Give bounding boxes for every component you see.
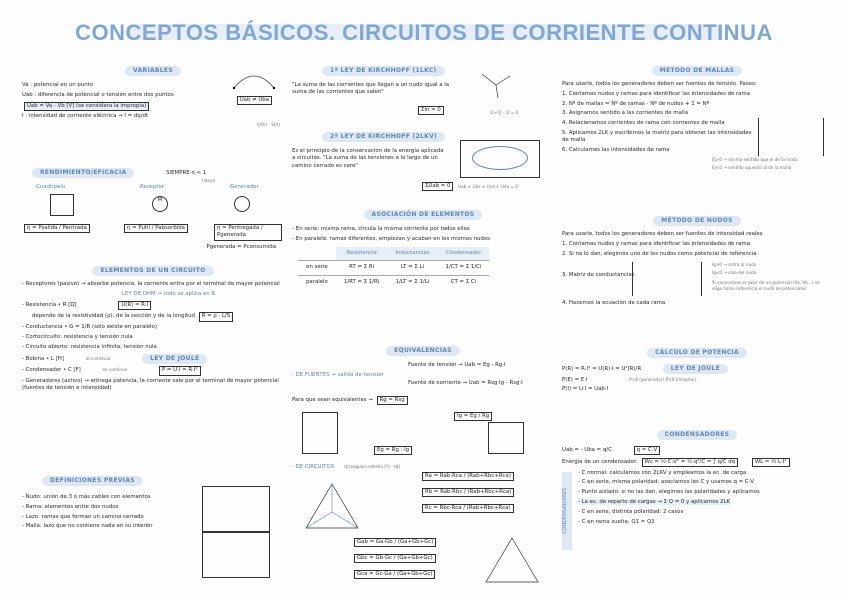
column-left [22,60,284,595]
equiv-ig: Ig = Eg / Rg [454,412,492,421]
cuadripolo-box [50,194,74,216]
label-receptor: Receptor [140,184,165,191]
mallas-step-1: 1. Contamos nudos y ramas para identificar las intensidades de rama [562,90,751,97]
elem-ohm: LEY DE OHM → todo se aplica en R [122,290,216,297]
triangle-icon [302,480,362,532]
mallas-matrix [758,118,824,156]
pot-joule: LEY DE JOULE [663,364,728,374]
mallas-step-4: 4. Relacionamos corrientes de rama con corrientes de malla [562,120,725,127]
mallas-step-3: 3. Asignamos sentido a las corrientes de malla [562,110,689,117]
node-icon [478,70,514,100]
section-mallas [562,66,832,173]
var-line-1: Va : potencial en un punto [22,82,94,89]
nudos-step-4: 4. Hacemos la ecuación de cada rama [562,300,666,307]
rend-ideal: (ideal) [202,178,216,183]
k2-fig: Uab + Ubc + Ucd + Uda = 0 [458,184,518,189]
equiv-rc: Rc = Rbc·Rca / (Rab+Rbc+Rca) [422,504,514,513]
pot-l1: P(R) = R·I² = U(R)·I = U²(R)/R [562,366,642,373]
asoc-cell: LT = Σ Li [387,261,437,275]
elem-heading: ELEMENTOS DE UN CIRCUITO [92,266,213,276]
motor-icon: M [152,196,168,212]
defs-l3: - Lazo: ramas que forman un camino cerrado [22,513,144,520]
elem-l8b: en continua [102,367,128,373]
cond-l5: - Punto aislado: si no las dan, elegimos las polaridades y aplicamos [578,489,760,496]
nudos-n3: Si conocemos el valor de un potencial (Va, Vb...) se elige como referencia el nudo de potenciales [712,280,820,292]
cond-l8: - C en rama suelta: Q1 = Q2 [578,518,655,525]
equiv-fuentes: - DE FUENTES → salida de tensión [292,372,384,379]
asoc-cell: 1/LT = Σ 1/Li [387,275,437,289]
loop-arrow [472,146,528,170]
current-note: I(Ah) · S(A) [257,122,280,127]
k1-heading: 1ª LEY DE KIRCHHOFF (1LKC) [322,66,445,76]
elem-l3b: R = ρ · L/S [199,312,234,321]
cond-l2eq: Wc = ½·C·V² = ½·q²/C = ∫ q/C dq [642,458,739,467]
mallas-n2: Ej<0 → sentido opuesto al de la malla [712,165,792,171]
voltage-diagram [230,68,278,94]
cond-l1b: q = C·V [634,446,661,455]
mallas-intro: Para usarlo, todos los generadores deben ser fuentes de tensión. Pasos: [562,81,757,88]
pot-l3: P(I) = U·I = Uab·I [562,386,609,393]
section-variables [22,66,284,127]
asoc-heading: ASOCIACIÓN DE ELEMENTOS [364,210,483,220]
nudos-n1: Ig>0 → entra al nudo [712,262,757,268]
elem-l2b: U(R) = R·I [118,301,151,310]
defs-l4: - Malla: lazo que no contiene nada en su interior [22,523,153,530]
asoc-cell: paralelo [298,275,336,289]
pot-l2: P(E) = E·I [562,376,588,383]
equiv-gca: Gca = Gc·Ga / (Ga+Gb+Gc) [354,570,435,579]
section-definiciones [22,476,284,533]
eq-receptor: η = Putil / Pabsorbida [124,224,188,233]
nudos-heading: MÉTODO DE NUDOS [653,216,740,226]
section-equivalencias [292,346,554,594]
equiv-circ: - DE CIRCUITOS [292,463,335,470]
variables-heading: VARIABLES [125,66,181,76]
nudos-n2: Ig<0 → sale del nudo [712,270,757,276]
eq-generador: η = Pentregada / Pgenerada [214,224,282,241]
defs-l2: - Rama: elementos entre dos nudos [22,503,119,510]
arc-icon [230,68,278,94]
mallas-step-6: 6. Calculamos las intensidades de rama [562,147,670,154]
equiv-eg: Eg = Rg · Ig [374,446,412,455]
rend-pg: Pgenerada = Pconsumida [206,244,276,251]
cond-l1: Uab = - Uba = q/C [562,447,612,454]
equiv-gab: Gab = Ga·Gb / (Ga+Gb+Gc) [354,538,436,547]
section-condensadores [562,430,832,534]
k1-eq: ΣIn = 0 [418,106,444,115]
k2-text: Es el principio de la conservación de la energía aplicada a circuitos. "La suma de las tensiones a lo largo de un camino cerrado es cero" [292,148,444,169]
nudos-step-3: 3. Matriz de conductancias [562,272,635,279]
equiv-fc: Fuente de corriente → Uab = Rsg·Ig - Rsg·I [408,380,523,387]
asoc-l1: - En serie: misma rama, circula la misma corriente por todos ellos [292,226,470,233]
elem-l5: - Cortocircuito: resistencia y tensión nula [22,334,133,341]
cond-l7: - C en serie, distinta polaridad: 2 casos [578,508,684,515]
elem-l7: - Bobina • L [H] [22,355,64,362]
asoc-cell: 1/CT = Σ 1/Ci [438,261,490,275]
star-icon [482,534,542,586]
circuit-divider [202,531,270,533]
asoc-cell: CT = Σ Ci [438,275,490,289]
asoc-cell: RT = Σ Ri [336,261,387,275]
equiv-ra: Ra = Rab·Rca / (Rab+Rbc+Rca) [422,472,514,481]
column-right [562,60,832,595]
section-kirchhoff-2 [292,132,554,189]
asoc-col-3: Condensador [438,247,490,261]
elem-l8: - Condensador • C [F] [22,367,81,374]
elem-l3: depende de la resistividad (ρ), de la sección y de la longitud [32,313,195,320]
cond-side-label: CONDENSADORES [562,472,572,550]
cond-l2b: WL = ½·L·I² [752,458,790,467]
column-middle [292,60,554,595]
label-generador: Generador [230,184,259,191]
equiv-cond-eq: Rg = Rsg [377,396,408,405]
current-source-circuit [488,422,524,454]
defs-heading: DEFINICIONES PREVIAS [42,476,143,486]
nudos-step-2: 2. Si no lo dan, elegimos uno de los nudos como potencial de referencia [562,250,757,257]
equiv-cond: Para que sean equivalentes → [292,397,373,404]
k1-fig: I1+I2 - I3 = 0 [490,110,519,115]
elem-l2: - Resistencia • R [Ω] [22,301,77,308]
cond-l6: - La ec. de reparto de cargas → Σ Q = 0 y aplicamos 2LK [578,499,731,506]
elem-l6: - Circuito abierto: resistencia infinita, tensión nula [22,343,157,350]
label-cuadripolo: Cuadripolo [36,184,66,191]
nudos-step-1: 1. Contamos nudos y ramas para identificar las intensidades de rama [562,240,751,247]
asoc-col-0 [298,247,336,261]
equiv-rb: Rb = Rab·Rbc / (Rab+Rbc+Rca) [422,488,514,497]
equiv-gbc: Gbc = Gb·Gc / (Ga+Gb+Gc) [354,554,436,563]
elem-l4: - Conductancia • G = 1/R (sólo existe en paralelo) [22,324,157,331]
voltage-source-circuit [302,412,338,454]
k2-eq: ΣUab = 0 [422,182,453,191]
elem-l7b: en continua [85,355,111,361]
nudos-matrix [632,262,702,296]
mallas-step-2: 2. Nº de mallas = Nº de ramas - Nº de nudos + 1 = Nº [562,100,710,107]
mallas-heading: MÉTODO DE MALLAS [652,66,743,76]
equiv-heading: EQUIVALENCIAS [386,346,460,356]
equiv-ft: Fuente de tensión → Uab = Eg - Rg·I [408,362,506,369]
eq-cuadripolo: η = Psalida / Pentrada [24,224,90,233]
cond-l4: - C en serie, misma polaridad: asociamos los C y usamos q = C·V [578,479,754,486]
nudos-intro: Para usarlo, todos los generadores deben ser fuentes de intensidad reales [562,231,763,238]
joule-eq: P = U·I = R·I² [159,366,201,375]
elem-l1: - Receptores (pasivo) → absorbe potencia, la corriente entra por el terminal de mayor potencial [22,281,280,288]
cond-l2: Energía de un condensador: [562,458,638,465]
joule-heading: LEY DE JOULE [142,354,207,364]
equiv-circ-note: (triangulo) estrella (Y) · (Δ) [344,463,401,469]
section-potencia [562,348,832,396]
cond-l3: - C normal: calculamos con 2LKV y empleamos la ec. de carga [578,469,747,476]
mallas-step-5: 5. Aplicamos 2LK y escribimos la matriz para obtener las intensidades de malla [562,130,752,144]
asoc-cell: 1/RT = Σ 1/Ri [336,275,387,289]
asoc-l2: - En paralelo: ramas diferentes, empiezan y acaban en los mismos nudos [292,235,490,242]
mallas-n1: Ej>0 → mismo sentido que el de la malla [712,156,798,162]
rend-note: SIEMPRE η < 1 [166,170,207,176]
var-line-4: I : intensidad de corriente eléctrica → I = dq/dt [22,113,149,120]
asoc-col-2: Inductancias [387,247,437,261]
var-line-2: Uab : diferencia de potencial o tensión entre dos puntos [22,91,174,98]
generator-icon [234,196,250,212]
pot-l2-note: P>0 (generador) P<0 (receptor) [629,376,697,382]
asoc-cell: en serie [298,261,336,275]
k2-heading: 2ª LEY DE KIRCHHOFF (2LKV) [322,132,445,142]
var-line-3: Uab = Va - Vb [V] (se considera la impropia) [24,102,149,111]
asoc-col-1: Resistencia [336,247,387,261]
elem-l9: - Generadores (activo) → entrega potencia, la corriente sale por el terminal de mayor potencial (fuentes de tensión e intensidad) [22,378,279,392]
section-elementos [22,266,284,395]
section-asociacion [292,210,554,289]
defs-l1: - Nudo: unión de 3 o más cables con elementos [22,494,151,501]
k1-text: "La suma de las corrientes que llegan a un nudo igual a la suma de las corrientes que salen" [292,82,450,96]
section-rendimiento [22,168,284,254]
cond-heading: CONDENSADORES [657,430,738,440]
page-title: CONCEPTOS BÁSICOS. CIRCUITOS DE CORRIENTE CONTINUA [75,20,773,45]
pot-heading: CÁLCULO DE POTENCIA [647,348,747,358]
asoc-table [298,247,489,289]
uab-box: Uab ≠ Uba [237,96,272,105]
section-nudos [562,216,832,310]
section-kirchhoff-1 [292,66,554,115]
rend-heading: RENDIMIENTO/EFICACIA [32,168,134,178]
